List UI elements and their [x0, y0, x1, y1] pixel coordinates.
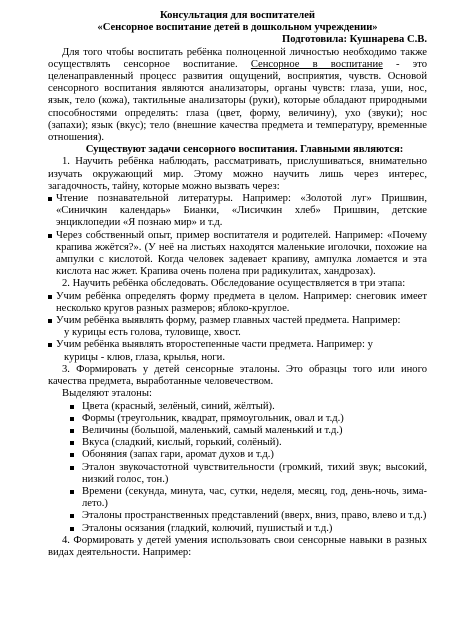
task1-bullet-list — [48, 193, 427, 278]
list-item-text: Чтение познавательной литературы. Например: «Золотой луг» Пришвин, «Синичкин календарь» Бианки, «Лисичкин хлеб» Пришвин, детские энциклопедии «Я познаю мир» и т.д. — [56, 193, 427, 229]
intro-text-part2: - это целенаправленный процесс развития ощущений, восприятия, чувств. Основой сенсорного воспитания являются анализаторы, органы чувств: глаза, уши, нос, язык, тело (кожа), тактильные анализаторы (руки), которые обладают природными способностями определять: глаза (цвет, форму, величину), ухо (звуки); нос (запахи); язык (вкус); тело (внешние качества предмета и температуру, временные отношения). — [48, 58, 427, 144]
task4-paragraph: 4. Формировать у детей умения использовать свои сенсорные навыки в разных видах деятельности. Например: — [48, 534, 427, 558]
square-bullet-icon — [70, 527, 74, 531]
square-bullet-icon — [48, 197, 52, 201]
list-item — [48, 413, 427, 425]
list-item-text: Цвета (красный, зелёный, синий, жёлтый). — [82, 400, 275, 412]
list-item — [48, 291, 427, 315]
square-bullet-icon — [70, 405, 74, 409]
list-item — [48, 449, 427, 461]
list-item-text: Вкуса (сладкий, кислый, горький, солёный). — [82, 437, 282, 449]
intro-text-part1: Для того чтобы воспитать ребёнка полноценной личностью необходимо также осуществлять сенсорное воспитание. — [48, 46, 427, 70]
list-item-continuation: у курицы есть голова, туловище, хвост. — [64, 327, 241, 339]
list-item — [48, 193, 427, 230]
list-item-text: Формы (треугольник, квадрат, прямоугольник, овал и т.д.) — [82, 412, 344, 424]
list-item-text: Эталоны пространственных представлений (вверх, вниз, право, влево и т.д.) — [82, 510, 427, 522]
list-item-text: Величины (большой, маленький, самый маленький и т.д.) — [82, 424, 343, 436]
list-item — [48, 437, 427, 449]
document-title-line1: Консультация для воспитателей — [159, 10, 316, 21]
list-item-continuation: курицы - клюв, глаза, крылья, ноги. — [64, 351, 225, 363]
square-bullet-icon — [48, 343, 52, 347]
list-item-text: Учим ребёнка выявлять второстепенные части предмета. Например: у — [56, 339, 373, 351]
task3-paragraph: 3. Формировать у детей сенсорные эталоны. Это образцы того или иного качества предмета, выработанные человечеством. — [48, 363, 427, 388]
document-author: Подготовила: Кушнарева С.В. — [282, 34, 427, 46]
list-item-text: Эталон звукочастотной чувствительности (громкий, тихий звук; высокий, низкий голос, тон.) — [82, 461, 427, 485]
task3-lead: Выделяют эталоны: — [62, 388, 152, 400]
square-bullet-icon — [70, 466, 74, 470]
square-bullet-icon — [70, 453, 74, 457]
list-item — [48, 339, 427, 363]
square-bullet-icon — [70, 429, 74, 433]
square-bullet-icon — [48, 295, 52, 299]
document-title-line2: «Сенсорное воспитание детей в дошкольном учреждении» — [97, 22, 378, 34]
square-bullet-icon — [70, 490, 74, 494]
task1-paragraph: 1. Научить ребёнка наблюдать, рассматривать, прислушиваться, внимательно изучать окружающий мир. Этому можно научить лишь через интерес, загадочность, тайну, которые можно вызвать через: — [48, 156, 427, 192]
list-item — [48, 425, 427, 437]
task2-bullet-list — [48, 291, 427, 364]
square-bullet-icon — [70, 514, 74, 518]
square-bullet-icon — [48, 234, 52, 238]
square-bullet-icon — [70, 417, 74, 421]
list-item — [48, 230, 427, 279]
list-item-text: Времени (секунда, минута, час, сутки, неделя, месяц, год, день-ночь, зима-лето.) — [82, 485, 427, 510]
intro-paragraph — [48, 47, 427, 145]
list-item — [48, 401, 427, 413]
square-bullet-icon — [48, 319, 52, 323]
standards-bullet-list — [48, 401, 427, 535]
intro-underlined-term: Сенсорное в воспитание — [250, 58, 383, 70]
list-item-text: Учим ребёнка определять форму предмета в целом. Например: снеговик имеет несколько кругов разных размеров; яблоко-круглое. — [56, 290, 427, 314]
square-bullet-icon — [70, 441, 74, 445]
list-item-text: Через собственный опыт, пример воспитателя и родителей. Например: «Почему крапива жжётся?». (У неё на листьях находятся маленькие иголочки, похожие на ампулки с кислотой. Когда человек задевает крапиву, ампулка ломается и эта кислота нас жжет. Крапива очень полена при радикулитах, хандрозах). — [56, 229, 427, 278]
list-item — [48, 462, 427, 486]
list-item — [48, 523, 427, 535]
list-item-text: Учим ребёнка выявлять форму, размер главных частей предмета. Например: — [56, 315, 401, 327]
task2-paragraph: 2. Научить ребёнка обследовать. Обследование осуществляется в три этапа: — [62, 278, 406, 290]
list-item — [48, 486, 427, 510]
list-item — [48, 510, 427, 522]
tasks-heading: Существуют задачи сенсорного воспитания. Главными являются: — [85, 144, 404, 156]
list-item-text: Эталоны осязания (гладкий, колючий, пушистый и т.д.) — [82, 522, 333, 534]
list-item-text: Обоняния (запах гари, аромат духов и т.д.) — [82, 449, 274, 461]
list-item — [48, 315, 427, 339]
